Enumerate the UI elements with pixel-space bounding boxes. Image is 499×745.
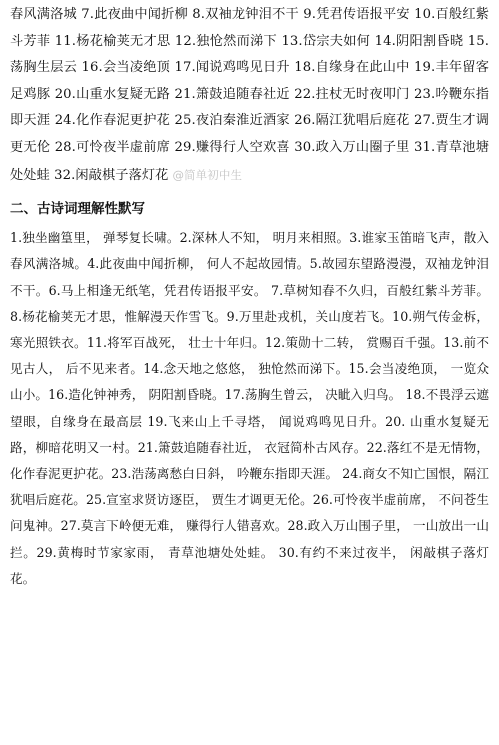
answer-list-top-text: 春风满洛城 7.此夜曲中闻折柳 8.双袖龙钟泪不干 9.凭君传语报平安 10.百般红紫斗芳菲 11.杨花榆荚无才思 12.独怆然而涕下 13.岱宗夫如何 14.阴阳割昏晓 15.荡胸生层云 16.会当凌绝顶 17.闻说鸡鸣见日升 18.自缘身在此山中 19.丰年留客足鸡豚 20.山重水复疑无路 21.箫鼓追随春社近 22.拄杖无时夜叩门 23.吟鞭东指即天涯 24.化作春泥更护花 25.夜泊秦淮近酒家 26.隔江犹唱后庭花 27.贾生才调更无伦 28.可怜夜半虚前席 29.赚得行人空欢喜 30.政入万山圈子里 31.青草池塘处处蛙 32.闲敲棋子落灯花 [10, 7, 489, 183]
answer-list-top [10, 2, 489, 189]
answer-list-comprehension: 1.独坐幽篁里， 弹琴复长啸。2.深林人不知， 明月来相照。3.谁家玉笛暗飞声，散入春风满洛城。4.此夜曲中闻折柳， 何人不起故园情。5.故园东望路漫漫，双袖龙钟泪不干。6.马上相逢无纸笔，凭君传语报平安。 7.草树知春不久归，百般红紫斗芳菲。8.杨花榆荚无才思，惟解漫天作雪飞。9.万里赴戎机，关山度若飞。10.朔气传金柝， 寒光照铁衣。11.将军百战死， 壮士十年归。12.策勋十二转， 赏赐百千强。13.前不见古人， 后不见来者。14.念天地之悠悠， 独怆然而涕下。15.会当凌绝顶， 一览众山小。16.造化钟神秀， 阴阳割昏晓。17.荡胸生曾云， 决眦入归鸟。 18.不畏浮云遮望眼，自缘身在最高层 19.飞来山上千寻塔， 闻说鸡鸣见日升。20. 山重水复疑无路，柳暗花明又一村。21.箫鼓追随春社近， 衣冠简朴古风存。22.落红不是无情物，化作春泥更护花。23.浩荡离愁白日斜， 吟鞭东指即天涯。 24.商女不知亡国恨，隔江犹唱后庭花。25.宣室求贤访逐臣， 贾生才调更无伦。26.可怜夜半虚前席， 不问苍生问鬼神。27.莫言下岭便无难， 赚得行人错喜欢。28.政入万山围子里， 一山放出一山拦。29.黄梅时节家家雨， 青草池塘处处蛙。 30.有约不来过夜半， 闲敲棋子落灯花。 [10, 230, 489, 586]
watermark-label: @简单初中生 [172, 167, 243, 182]
section-heading: 二、古诗词理解性默写 [10, 201, 145, 218]
